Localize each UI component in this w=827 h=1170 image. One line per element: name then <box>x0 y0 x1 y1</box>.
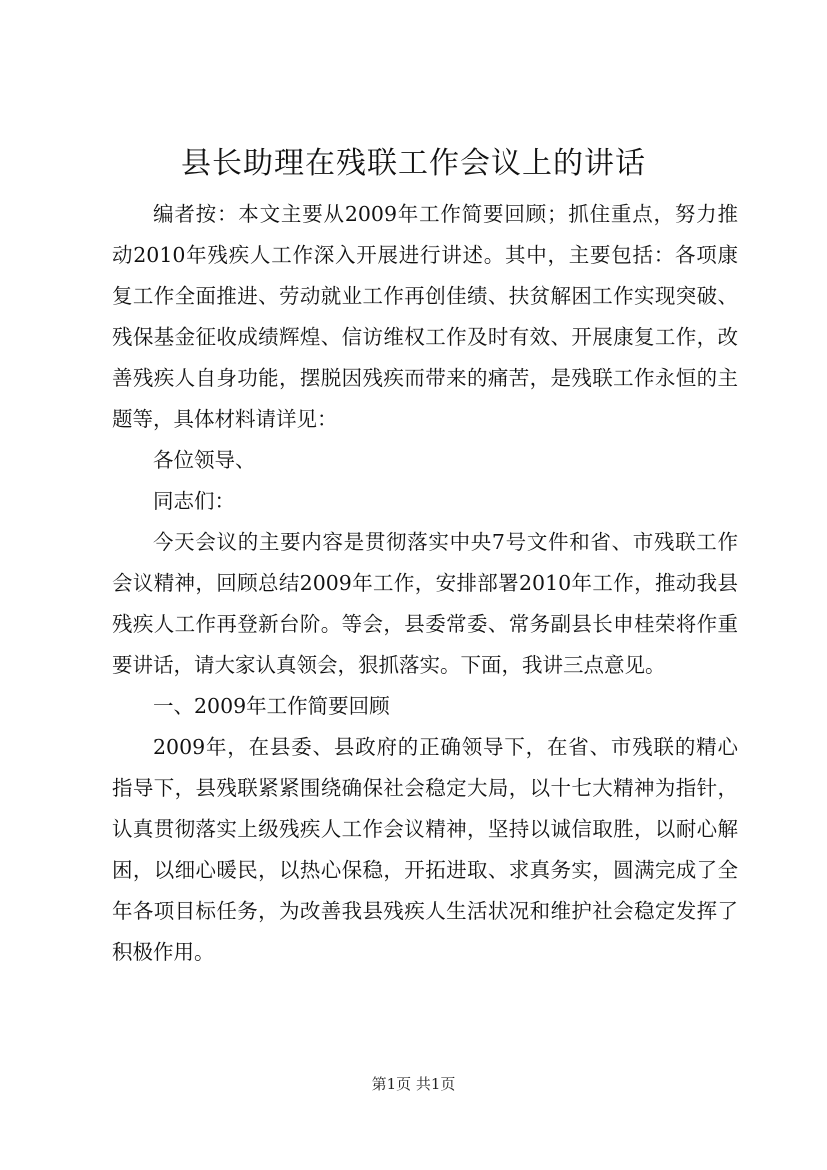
editor-note-paragraph: 编者按：本文主要从2009年工作简要回顾；抓住重点，努力推动2010年残疾人工作深入开展进行讲述。其中，主要包括：各项康复工作全面推进、劳动就业工作再创佳绩、扶贫解困工作实现突破、残保基金征收成绩辉煌、信访维权工作及时有效、开展康复工作，改善残疾人自身功能，摆脱因残疾而带来的痛苦，是残联工作永恒的主题等，具体材料请详见： <box>112 202 738 431</box>
document-body <box>112 194 738 973</box>
intro-paragraph: 今天会议的主要内容是贯彻落实中央7号文件和省、市残联工作会议精神，回顾总结2009年工作，安排部署2010年工作，推动我县残疾人工作再登新台阶。等会，县委常委、常务副县长申桂荣将作重要讲话，请大家认真领会，狠抓落实。下面，我讲三点意见。 <box>112 530 738 677</box>
salutation-leaders: 各位领导、 <box>153 448 256 472</box>
salutation-comrades: 同志们： <box>153 489 235 513</box>
review-paragraph: 2009年，在县委、县政府的正确领导下，在省、市残联的精心指导下，县残联紧紧围绕确保社会稳定大局，以十七大精神为指针，认真贯彻落实上级残疾人工作会议精神，坚持以诚信取胜，以耐心解困，以细心暖民，以热心保稳，开拓进取、求真务实，圆满完成了全年各项目标任务，为改善我县残疾人生活状况和维护社会稳定发挥了积极作用。 <box>112 735 738 964</box>
page-footer: 第1页 共1页 <box>371 1075 456 1093</box>
document-title: 县长助理在残联工作会议上的讲话 <box>181 146 646 181</box>
section-heading: 一、2009年工作简要回顾 <box>153 694 390 718</box>
